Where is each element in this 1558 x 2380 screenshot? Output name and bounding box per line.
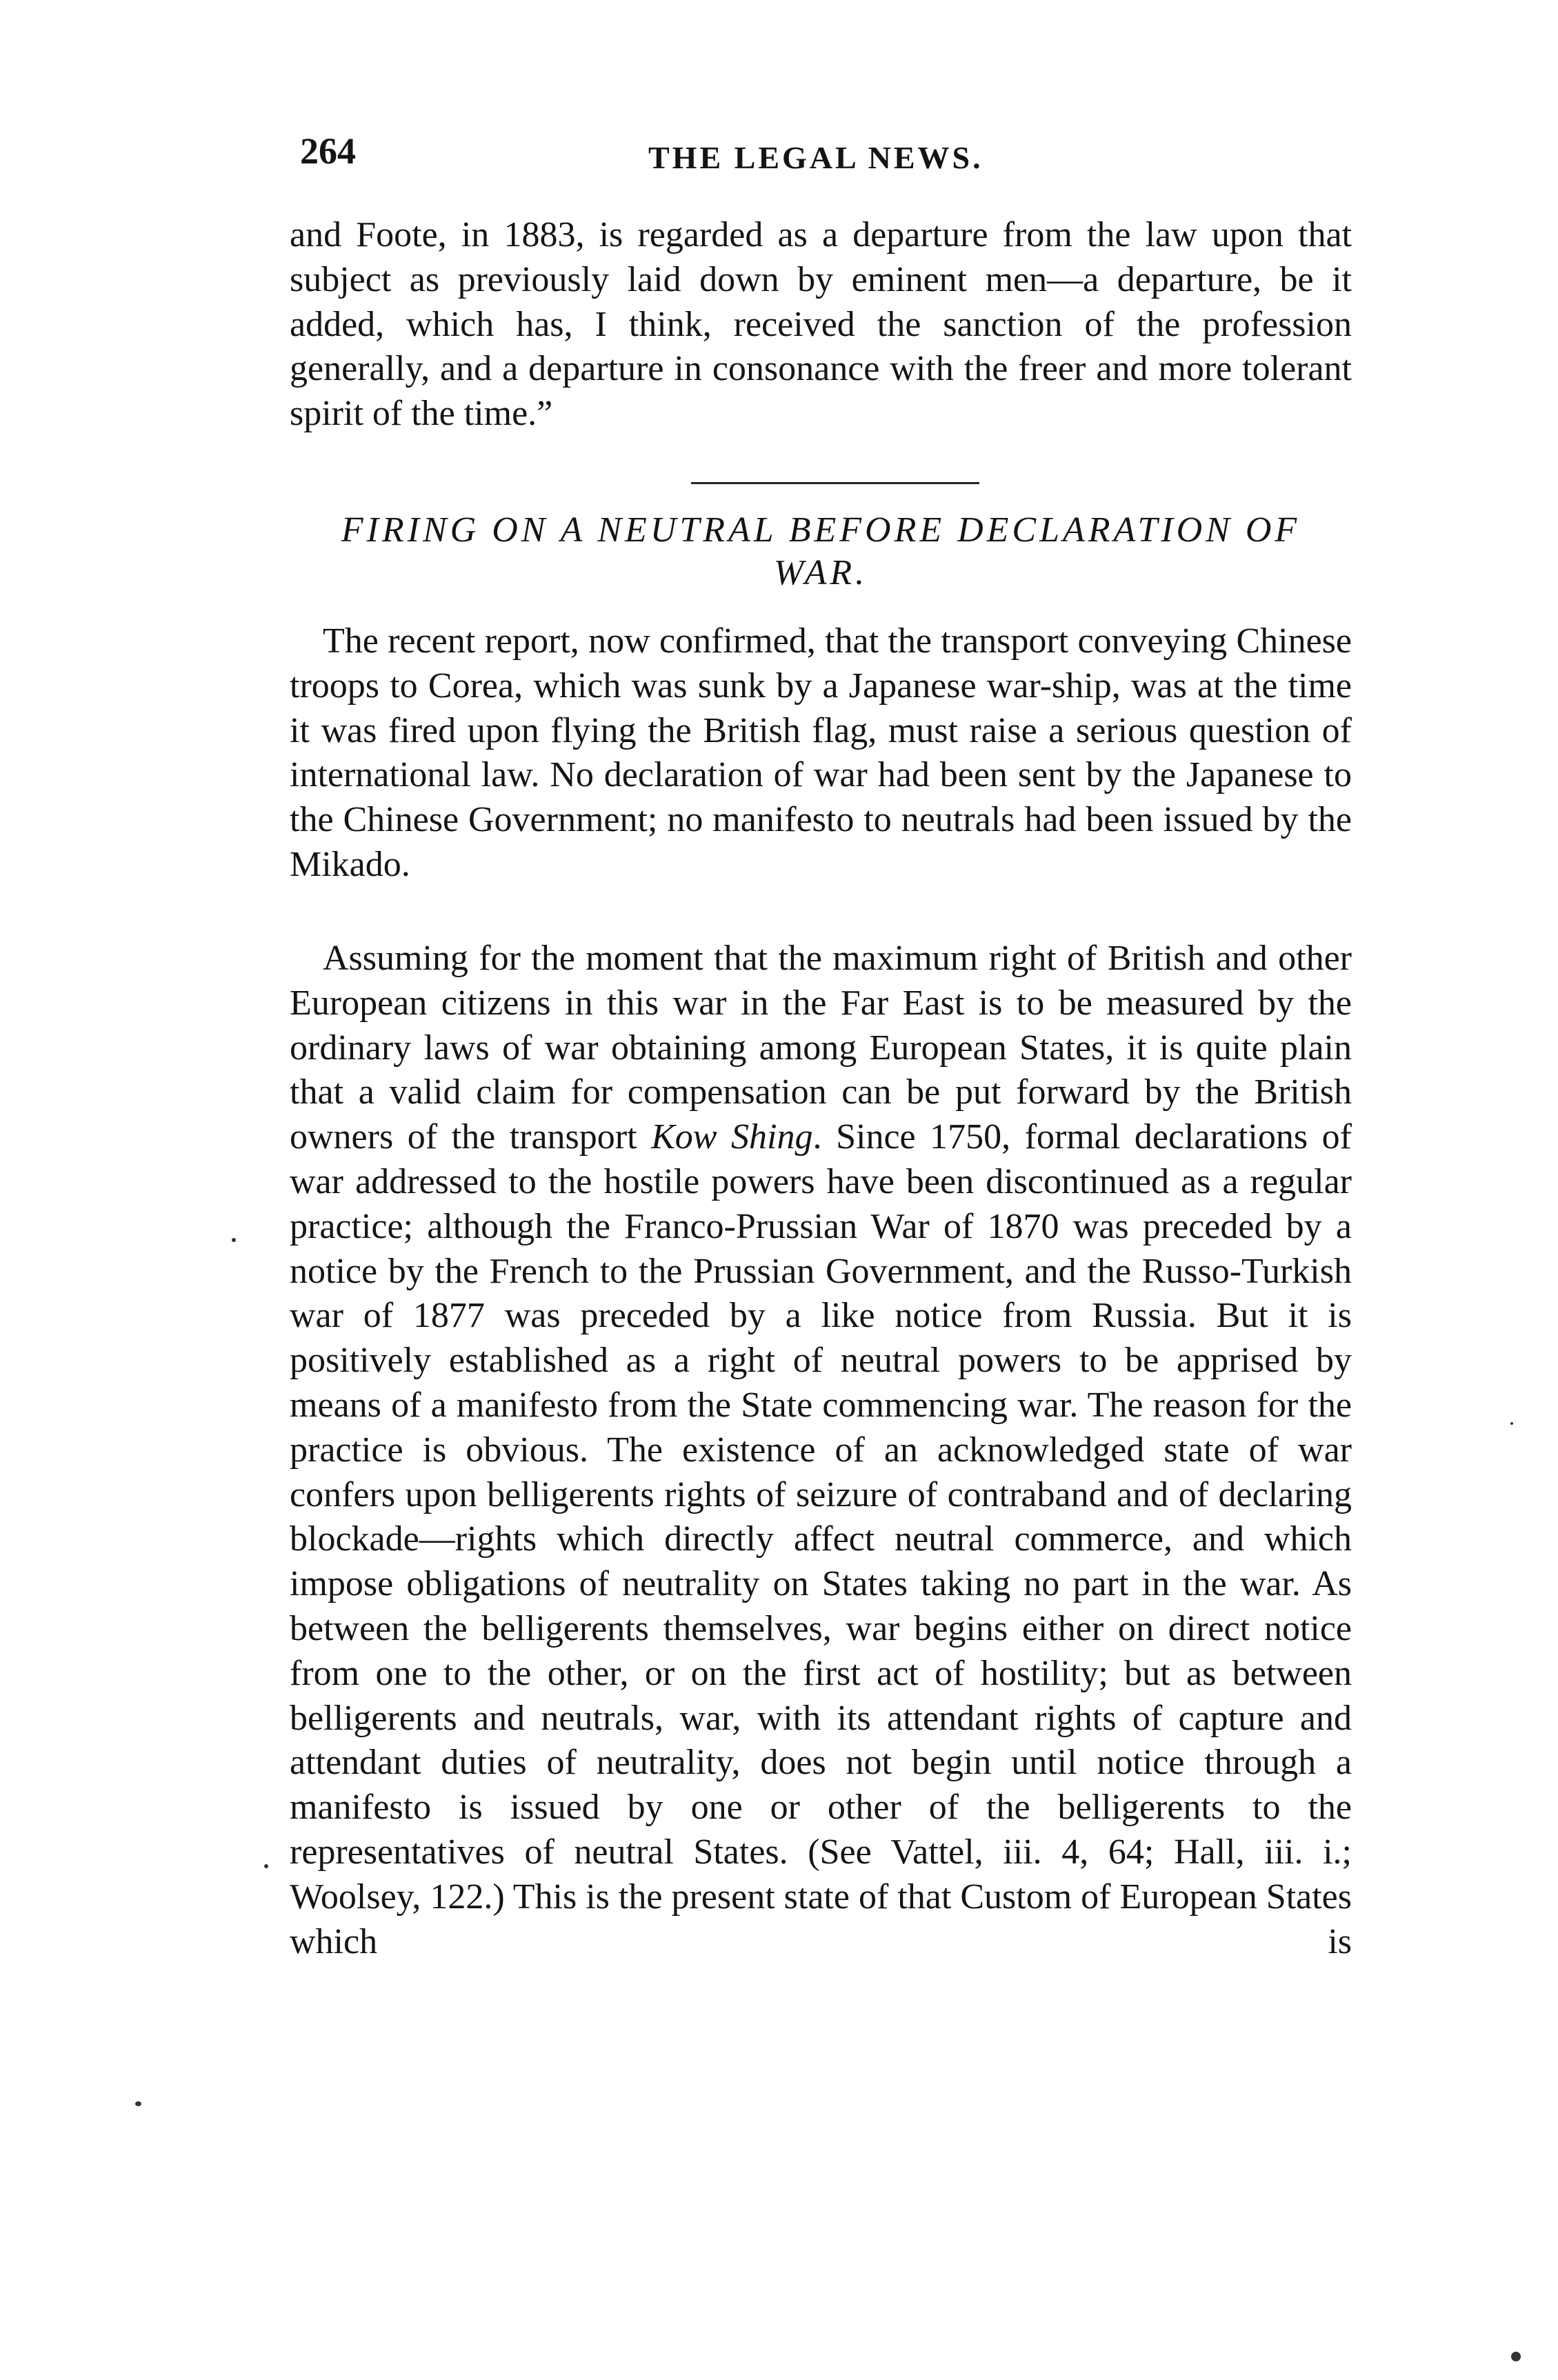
running-head: [293, 130, 1359, 185]
body-paragraph-2: [290, 937, 1352, 1964]
ship-name: Kow Shing: [651, 1117, 813, 1157]
ink-speck: [1511, 2352, 1521, 2361]
ink-speck: [135, 2101, 141, 2106]
body-paragraph-1: The recent report, now confirmed, that the transport conveying Chinese troops to Corea, which was sunk by a Japanese war-ship, was at the time it was fired upon flying the British flag, must raise a serious question of international law. No declaration of war had been sent by the Japanese to the Chinese Government; no manifesto to neutrals had been issued by the Mikado.: [290, 621, 1352, 884]
section-heading: FIRING ON A NEUTRAL BEFORE DECLARATION OF WAR.: [341, 510, 1301, 592]
journal-title: THE LEGAL NEWS.: [648, 140, 983, 175]
ink-speck: [232, 1238, 236, 1242]
ink-speck: [1510, 1422, 1513, 1425]
paragraph-2-text-after-ship-name: . Since 1750, formal declarations of war addressed to the hostile powers have been discontinued as a regular practice; although the Franco-Prussian War of 1870 was preceded by a notice by the French to the Prussian Government, and the Russo-Turkish war of 1877 was preceded by a like notice from Russia. But it is positively established as a right of neutral powers to be apprised by means of a manifesto from the State commencing war. The reason for the practice is obvious. The existence of an acknowledged state of war confers upon belligerents rights of seizure of contraband and of declaring blockade—rights which directly affect neutral commerce, and which impose obligations of neutrality on States taking no part in the war. As between the belligerents themselves, war begins either on direct notice from one to the other, or on the first act of hostility; but as between belligerents and neutrals, war, with its attendant rights of capture and attendant duties of neutrality, does not begin until notice through a manifesto is issued by one or other of the belligerents to the representatives of neutral States. (See Vattel, iii. 4, 64; Hall, iii. i.; Woolsey, 122.) This is the present state of that Custom of European States which is: [290, 1117, 1352, 1961]
page-number: 264: [300, 130, 356, 172]
section-divider: [691, 482, 979, 484]
paragraph-2-text-before-ship-name: Assuming for the moment that the maximum right of British and other European citizens in this war in the Far East is to be measured by the ordinary laws of war obtaining among European States, it is quite plain that a valid claim for compensation can be put forward by the British owners of the transport: [290, 939, 1352, 1157]
intro-paragraph: and Foote, in 1883, is regarded as a departure from the law upon that subject as previously laid down by eminent men—a departure, be it added, which has, I think, received the sanction of the profession generally, and a departure in consonance with the freer and more tolerant spirit of the time.”: [290, 215, 1352, 434]
ink-speck: [264, 1864, 268, 1868]
